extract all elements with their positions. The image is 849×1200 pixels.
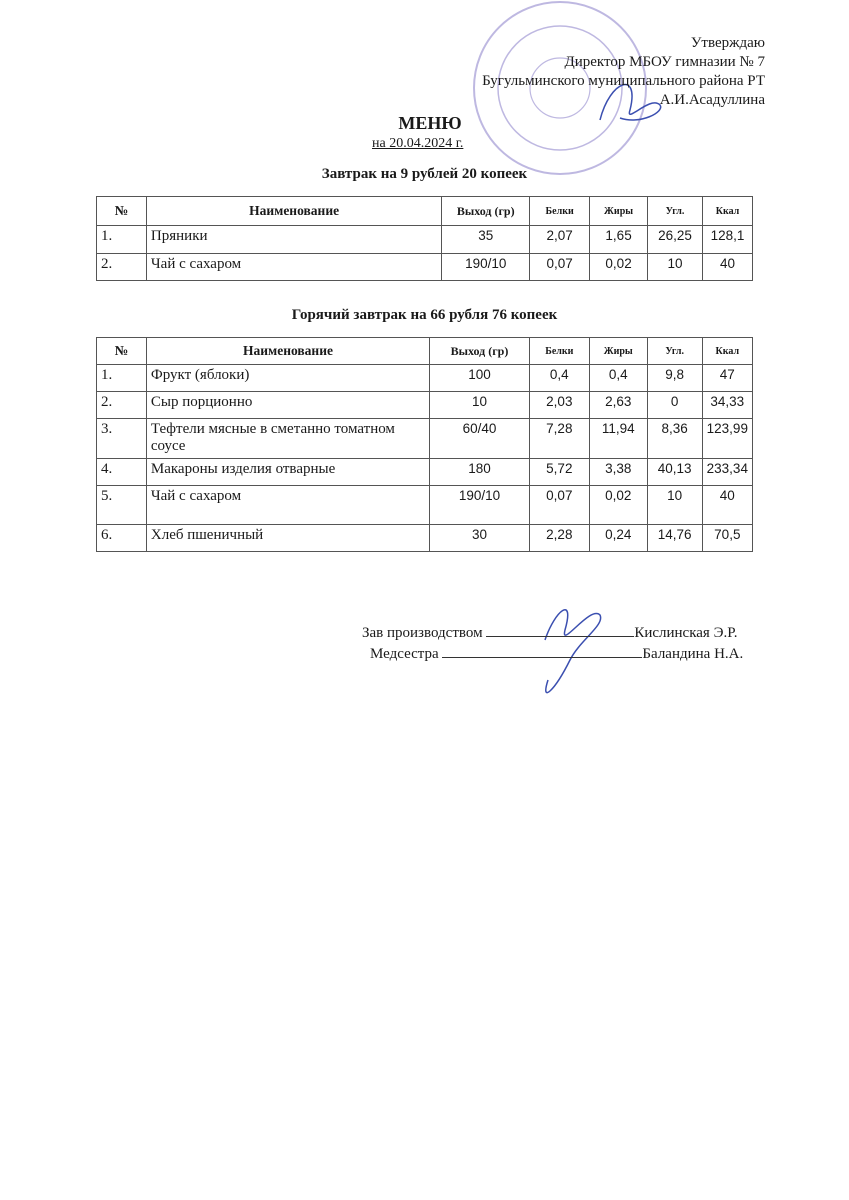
- item-yield: 180: [430, 459, 530, 486]
- item-fat: 0,02: [590, 254, 648, 281]
- signature-line: [442, 643, 642, 658]
- item-carbs: 40,13: [647, 459, 702, 486]
- item-kcal: 128,1: [702, 226, 752, 254]
- col-header: №: [97, 197, 147, 226]
- item-fat: 2,63: [589, 392, 647, 419]
- approval-block: [482, 34, 765, 110]
- col-header: Жиры: [589, 338, 647, 365]
- item-carbs: 26,25: [648, 226, 703, 254]
- col-header: Белки: [529, 338, 589, 365]
- menu-date: на 20.04.2024 г.: [372, 136, 464, 151]
- item-protein: 2,07: [530, 226, 590, 254]
- item-name: Чай с сахаром: [146, 254, 441, 281]
- item-fat: 1,65: [590, 226, 648, 254]
- item-yield: 100: [430, 365, 530, 392]
- item-kcal: 47: [702, 365, 752, 392]
- hot-breakfast-table: [96, 337, 753, 552]
- item-kcal: 70,5: [702, 525, 752, 552]
- item-protein: 2,28: [529, 525, 589, 552]
- table-row: [97, 525, 753, 552]
- item-name: Фрукт (яблоки): [146, 365, 429, 392]
- item-protein: 2,03: [529, 392, 589, 419]
- table-row: [97, 254, 753, 281]
- table-row: [97, 226, 753, 254]
- col-header: Наименование: [146, 338, 429, 365]
- col-header: Угл.: [648, 197, 703, 226]
- row-number: 1.: [97, 226, 147, 254]
- item-protein: 7,28: [529, 419, 589, 459]
- item-carbs: 10: [648, 254, 703, 281]
- col-header: Наименование: [146, 197, 441, 226]
- item-protein: 0,4: [529, 365, 589, 392]
- row-number: 4.: [97, 459, 147, 486]
- row-number: 2.: [97, 392, 147, 419]
- nurse-name: Баландина Н.А.: [642, 646, 744, 662]
- col-header: Жиры: [590, 197, 648, 226]
- item-name: Макароны изделия отварные: [146, 459, 429, 486]
- item-fat: 0,02: [589, 486, 647, 525]
- approval-line: А.И.Асадуллина: [659, 92, 765, 108]
- item-fat: 11,94: [589, 419, 647, 459]
- item-yield: 190/10: [442, 254, 530, 281]
- col-header: Угл.: [647, 338, 702, 365]
- nurse-label: Медсестра: [370, 646, 439, 662]
- item-name: Сыр порционно: [146, 392, 429, 419]
- table-row: [97, 392, 753, 419]
- item-yield: 30: [430, 525, 530, 552]
- item-fat: 3,38: [589, 459, 647, 486]
- item-carbs: 8,36: [647, 419, 702, 459]
- item-name: Хлеб пшеничный: [146, 525, 429, 552]
- item-carbs: 9,8: [647, 365, 702, 392]
- signature-line: [486, 622, 634, 637]
- item-yield: 35: [442, 226, 530, 254]
- item-protein: 0,07: [529, 486, 589, 525]
- production-signature: [362, 622, 737, 644]
- col-header: Выход (гр): [442, 197, 530, 226]
- item-fat: 0,24: [589, 525, 647, 552]
- breakfast-heading: Завтрак на 9 рублей 20 копеек: [321, 166, 528, 182]
- row-number: 5.: [97, 486, 147, 525]
- item-yield: 60/40: [430, 419, 530, 459]
- production-name: Кислинская Э.Р.: [634, 625, 738, 641]
- row-number: 6.: [97, 525, 147, 552]
- col-header: №: [97, 338, 147, 365]
- item-carbs: 10: [647, 486, 702, 525]
- item-kcal: 123,99: [702, 419, 752, 459]
- row-number: 2.: [97, 254, 147, 281]
- page-title: МЕНЮ: [398, 113, 462, 133]
- hot-breakfast-heading: Горячий завтрак на 66 рубля 76 копеек: [291, 307, 558, 323]
- production-label: Зав производством: [362, 625, 483, 641]
- item-kcal: 34,33: [702, 392, 752, 419]
- table-row: [97, 486, 753, 525]
- row-number: 1.: [97, 365, 147, 392]
- breakfast-table: [96, 196, 753, 281]
- approval-line: Директор МБОУ гимназии № 7: [564, 54, 765, 70]
- item-fat: 0,4: [589, 365, 647, 392]
- table-row: [97, 459, 753, 486]
- item-kcal: 40: [702, 254, 752, 281]
- col-header: Ккал: [702, 338, 752, 365]
- table-header: [97, 197, 753, 226]
- item-yield: 10: [430, 392, 530, 419]
- table-row: [97, 365, 753, 392]
- item-carbs: 14,76: [647, 525, 702, 552]
- item-kcal: 233,34: [702, 459, 752, 486]
- item-protein: 0,07: [530, 254, 590, 281]
- col-header: Ккал: [702, 197, 752, 226]
- table-header: [97, 338, 753, 365]
- col-header: Белки: [530, 197, 590, 226]
- table-row: [97, 419, 753, 459]
- item-protein: 5,72: [529, 459, 589, 486]
- approval-line: Бугульминского муниципального района РТ: [482, 73, 765, 89]
- item-kcal: 40: [702, 486, 752, 525]
- row-number: 3.: [97, 419, 147, 459]
- approval-line: Утверждаю: [690, 35, 765, 51]
- col-header: Выход (гр): [430, 338, 530, 365]
- item-name: Тефтели мясные в сметанно томатном соусе: [146, 419, 429, 459]
- item-yield: 190/10: [430, 486, 530, 525]
- item-carbs: 0: [647, 392, 702, 419]
- item-name: Чай с сахаром: [146, 486, 429, 525]
- nurse-signature: [370, 643, 743, 665]
- item-name: Пряники: [146, 226, 441, 254]
